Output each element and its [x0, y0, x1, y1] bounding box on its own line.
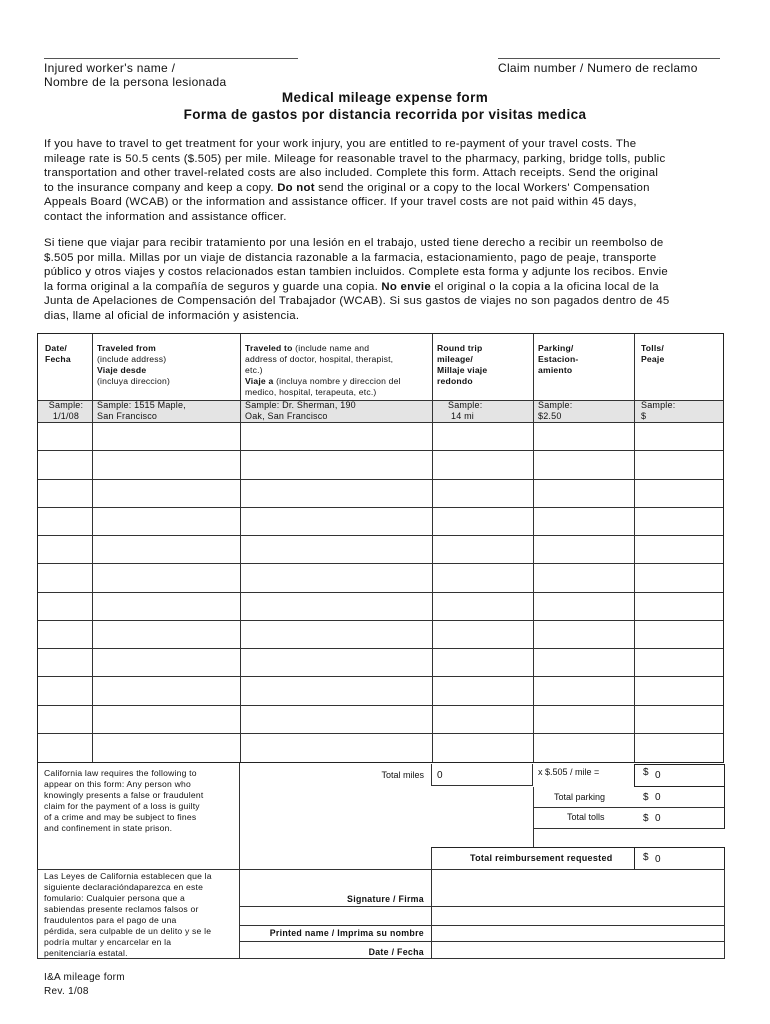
header-text: Fecha [45, 354, 71, 364]
para-es-line [44, 280, 728, 295]
claim-number-label: Claim number / Numero de reclamo [498, 61, 698, 75]
sample-tolls [641, 400, 675, 422]
sig-col-divider [239, 869, 240, 959]
col-header-traveled-to [245, 343, 430, 398]
signature-field[interactable] [432, 870, 724, 906]
form-name: I&A mileage form [44, 972, 125, 983]
tolls-dollar: $ [643, 813, 649, 824]
header-text: Tolls/ [641, 343, 665, 353]
col-header-round-trip [437, 343, 487, 387]
law-text: of a crime and may be subject to fines [44, 812, 197, 822]
sample-text: Sample: [641, 400, 676, 410]
rate-cell-edge [533, 829, 534, 847]
sample-text: Sample: Dr. Sherman, 190 [245, 400, 356, 410]
header-text: Parking/ [538, 343, 574, 353]
para-en-text: to the insurance company and keep a copy. [44, 181, 278, 194]
total-miles-label: Total miles [381, 770, 424, 780]
header-text: Traveled to [245, 343, 293, 353]
para-en-line: contact the information and assistance officer. [44, 210, 287, 223]
law-text: pérdida, sera culpable de un delito y se le [44, 926, 212, 936]
sample-text: 14 mi [451, 411, 475, 421]
header-text: Viaje desde [97, 365, 147, 375]
total-miles-value: 0 [437, 770, 443, 781]
para-en-text: send the original or a copy to the local Workers' Compensation [314, 181, 650, 194]
header-text: (include name and [292, 343, 370, 353]
para-es-line: Junta de Apelaciones de Compensación del Trabajador (WCAB). Si sus gastos de viajes no son pagados dentro de 45 [44, 295, 670, 307]
col-header-tolls [641, 343, 664, 365]
total-miles-box[interactable] [431, 764, 533, 786]
reimbursement-dollar: $ [643, 852, 649, 863]
para-en-line: If you have to travel to get treatment for your work injury, you are entitled to re-payment of your travel costs. The [44, 138, 637, 150]
law-notice-es [44, 871, 239, 959]
tolls-value: 0 [655, 813, 661, 824]
para-en-line: mileage rate is 50.5 cents ($.505) per mile. Mileage for reasonable travel to the pharmacy, parking, bridge tolls, public [44, 152, 666, 165]
table-row[interactable] [38, 705, 723, 733]
total-parking-label: Total parking [554, 792, 606, 802]
sample-text: $ [641, 411, 647, 421]
table-row[interactable] [38, 648, 723, 676]
form-revision: Rev. 1/08 [44, 986, 89, 997]
header-text: etc.) [245, 365, 263, 375]
parking-value: 0 [655, 792, 661, 803]
worker-name-label-es: Nombre de la persona lesionada [44, 75, 227, 89]
law-text: Las Leyes de California establecen que la [44, 871, 212, 881]
header-text: amiento [538, 365, 573, 375]
sig-row-divider [239, 906, 725, 907]
header-text: (include address) [97, 354, 167, 364]
date-label: Date / Fecha [368, 947, 424, 957]
para-es-text: el original o la copia a la oficina local de la [430, 280, 659, 293]
sample-text: Sample: 1515 Maple, [97, 400, 186, 410]
sample-text: $2.50 [538, 411, 562, 421]
miles-amount-dollar: $ [643, 767, 649, 778]
sample-text: Oak, San Francisco [245, 411, 328, 421]
header-text: Peaje [641, 354, 665, 364]
total-reimbursement-label: Total reimbursement requested [470, 853, 613, 863]
header-text: mileage/ [437, 354, 473, 364]
table-row[interactable] [38, 733, 723, 761]
header-text: Traveled from [97, 343, 156, 353]
col-header-date [45, 343, 71, 365]
header-text: medico, hospital, terapeuta, etc.) [245, 387, 377, 397]
date-field[interactable] [432, 942, 724, 958]
law-text: appear on this form: Any person who [44, 779, 191, 789]
sample-to [245, 400, 356, 422]
para-en-line: transportation and other travel-related costs are also included. Complete this form. Attach receipts. Send the original [44, 167, 659, 179]
printed-name-label: Printed name / Imprima su nombre [269, 928, 424, 938]
header-text: Date/ [45, 343, 68, 353]
law-text: siguiente declaracióndaparezca en este [44, 882, 204, 892]
sample-from [97, 400, 186, 422]
law-text: sabiendas presente reclamos falsos or [44, 904, 199, 914]
para-es-text: la forma original a la compañía de seguros y guarde una copia. [44, 280, 382, 293]
sample-round-trip [448, 400, 482, 422]
table-row[interactable] [38, 620, 723, 648]
para-en-emphasis: Do not [277, 181, 315, 194]
header-text: address of doctor, hospital, therapist, [245, 354, 394, 364]
header-text: redondo [437, 376, 473, 386]
header-text: (incluya direccion) [97, 376, 171, 386]
law-text: knowingly presents a false or fraudulent [44, 790, 204, 800]
printed-name-field[interactable] [432, 926, 724, 941]
law-text: California law requires the following to [44, 768, 197, 778]
header-text: Viaje a [245, 376, 274, 386]
law-text: fomulario: Cualquier persona que a [44, 893, 186, 903]
form-title-en: Medical mileage expense form [281, 90, 489, 105]
form-title-es: Forma de gastos por distancia recorrida por visitas medica [183, 107, 587, 122]
sample-text: San Francisco [97, 411, 158, 421]
sample-text: Sample: [448, 400, 483, 410]
rate-label: x $.505 / mile = [538, 767, 600, 777]
sample-text: Sample: [538, 400, 573, 410]
claim-number-line[interactable] [498, 58, 720, 59]
table-row[interactable] [38, 507, 723, 535]
worker-name-label: Injured worker's name / [44, 61, 176, 75]
law-text: podría multar y encarcelar en la [44, 937, 172, 947]
travel-log-table [37, 333, 724, 763]
total-tolls-label: Total tolls [567, 812, 605, 822]
miles-amount-value: 0 [655, 770, 661, 781]
para-en-line [44, 181, 728, 196]
table-row[interactable] [38, 676, 723, 704]
signature-label: Signature / Firma [347, 894, 424, 904]
header-text: Millaje viaje [437, 365, 488, 375]
worker-name-line[interactable] [44, 58, 298, 59]
para-es-line: público y otros viajes y costos relacionados estan tambien incluidos. Complete esta forma y adjunte los recibos. Envie [44, 266, 669, 278]
sample-text: Sample: [48, 400, 84, 410]
instructions-en [44, 137, 728, 224]
sample-parking [538, 400, 572, 422]
col-header-parking [538, 343, 578, 376]
reimbursement-value: 0 [655, 854, 661, 865]
header-text: Round trip [437, 343, 483, 353]
header-text: (incluya nombre y direccion del [273, 376, 401, 386]
para-es-emphasis: No envie [381, 280, 431, 293]
law-text: penitenciaría estatal. [44, 948, 128, 958]
instructions-es [44, 236, 728, 323]
table-row[interactable] [38, 592, 723, 620]
law-text: and confinement in state prison. [44, 823, 173, 833]
para-es-line: Si tiene que viajar para recibir tratamiento por una lesión en el trabajo, usted tiene derecho a recibir un reembolso de [44, 237, 664, 249]
totals-divider [37, 763, 240, 869]
sample-text: 1/1/08 [52, 411, 80, 421]
col-header-traveled-from [97, 343, 170, 387]
header-text: Estacion- [538, 354, 579, 364]
table-row[interactable] [38, 535, 723, 563]
para-es-line: dias, llame al oficial de información y asistencia. [44, 309, 300, 322]
parking-dollar: $ [643, 792, 649, 803]
sample-date [42, 400, 90, 422]
para-es-line: $.505 por milla. Millas por un viaje de distancia razonable a la farmacia, estacionamiento, pago de peaje, transporte [44, 251, 657, 264]
table-row[interactable] [38, 422, 723, 450]
table-row[interactable] [38, 450, 723, 478]
table-row[interactable] [38, 479, 723, 507]
law-text: fraudulentos para el pago de una [44, 915, 177, 925]
law-text: claim for the payment of a loss is guilty [44, 801, 200, 811]
para-en-line: Appeals Board (WCAB) or the information and assistance officer. If your travel costs are not paid within 45 days, [44, 196, 637, 208]
table-row[interactable] [38, 563, 723, 591]
